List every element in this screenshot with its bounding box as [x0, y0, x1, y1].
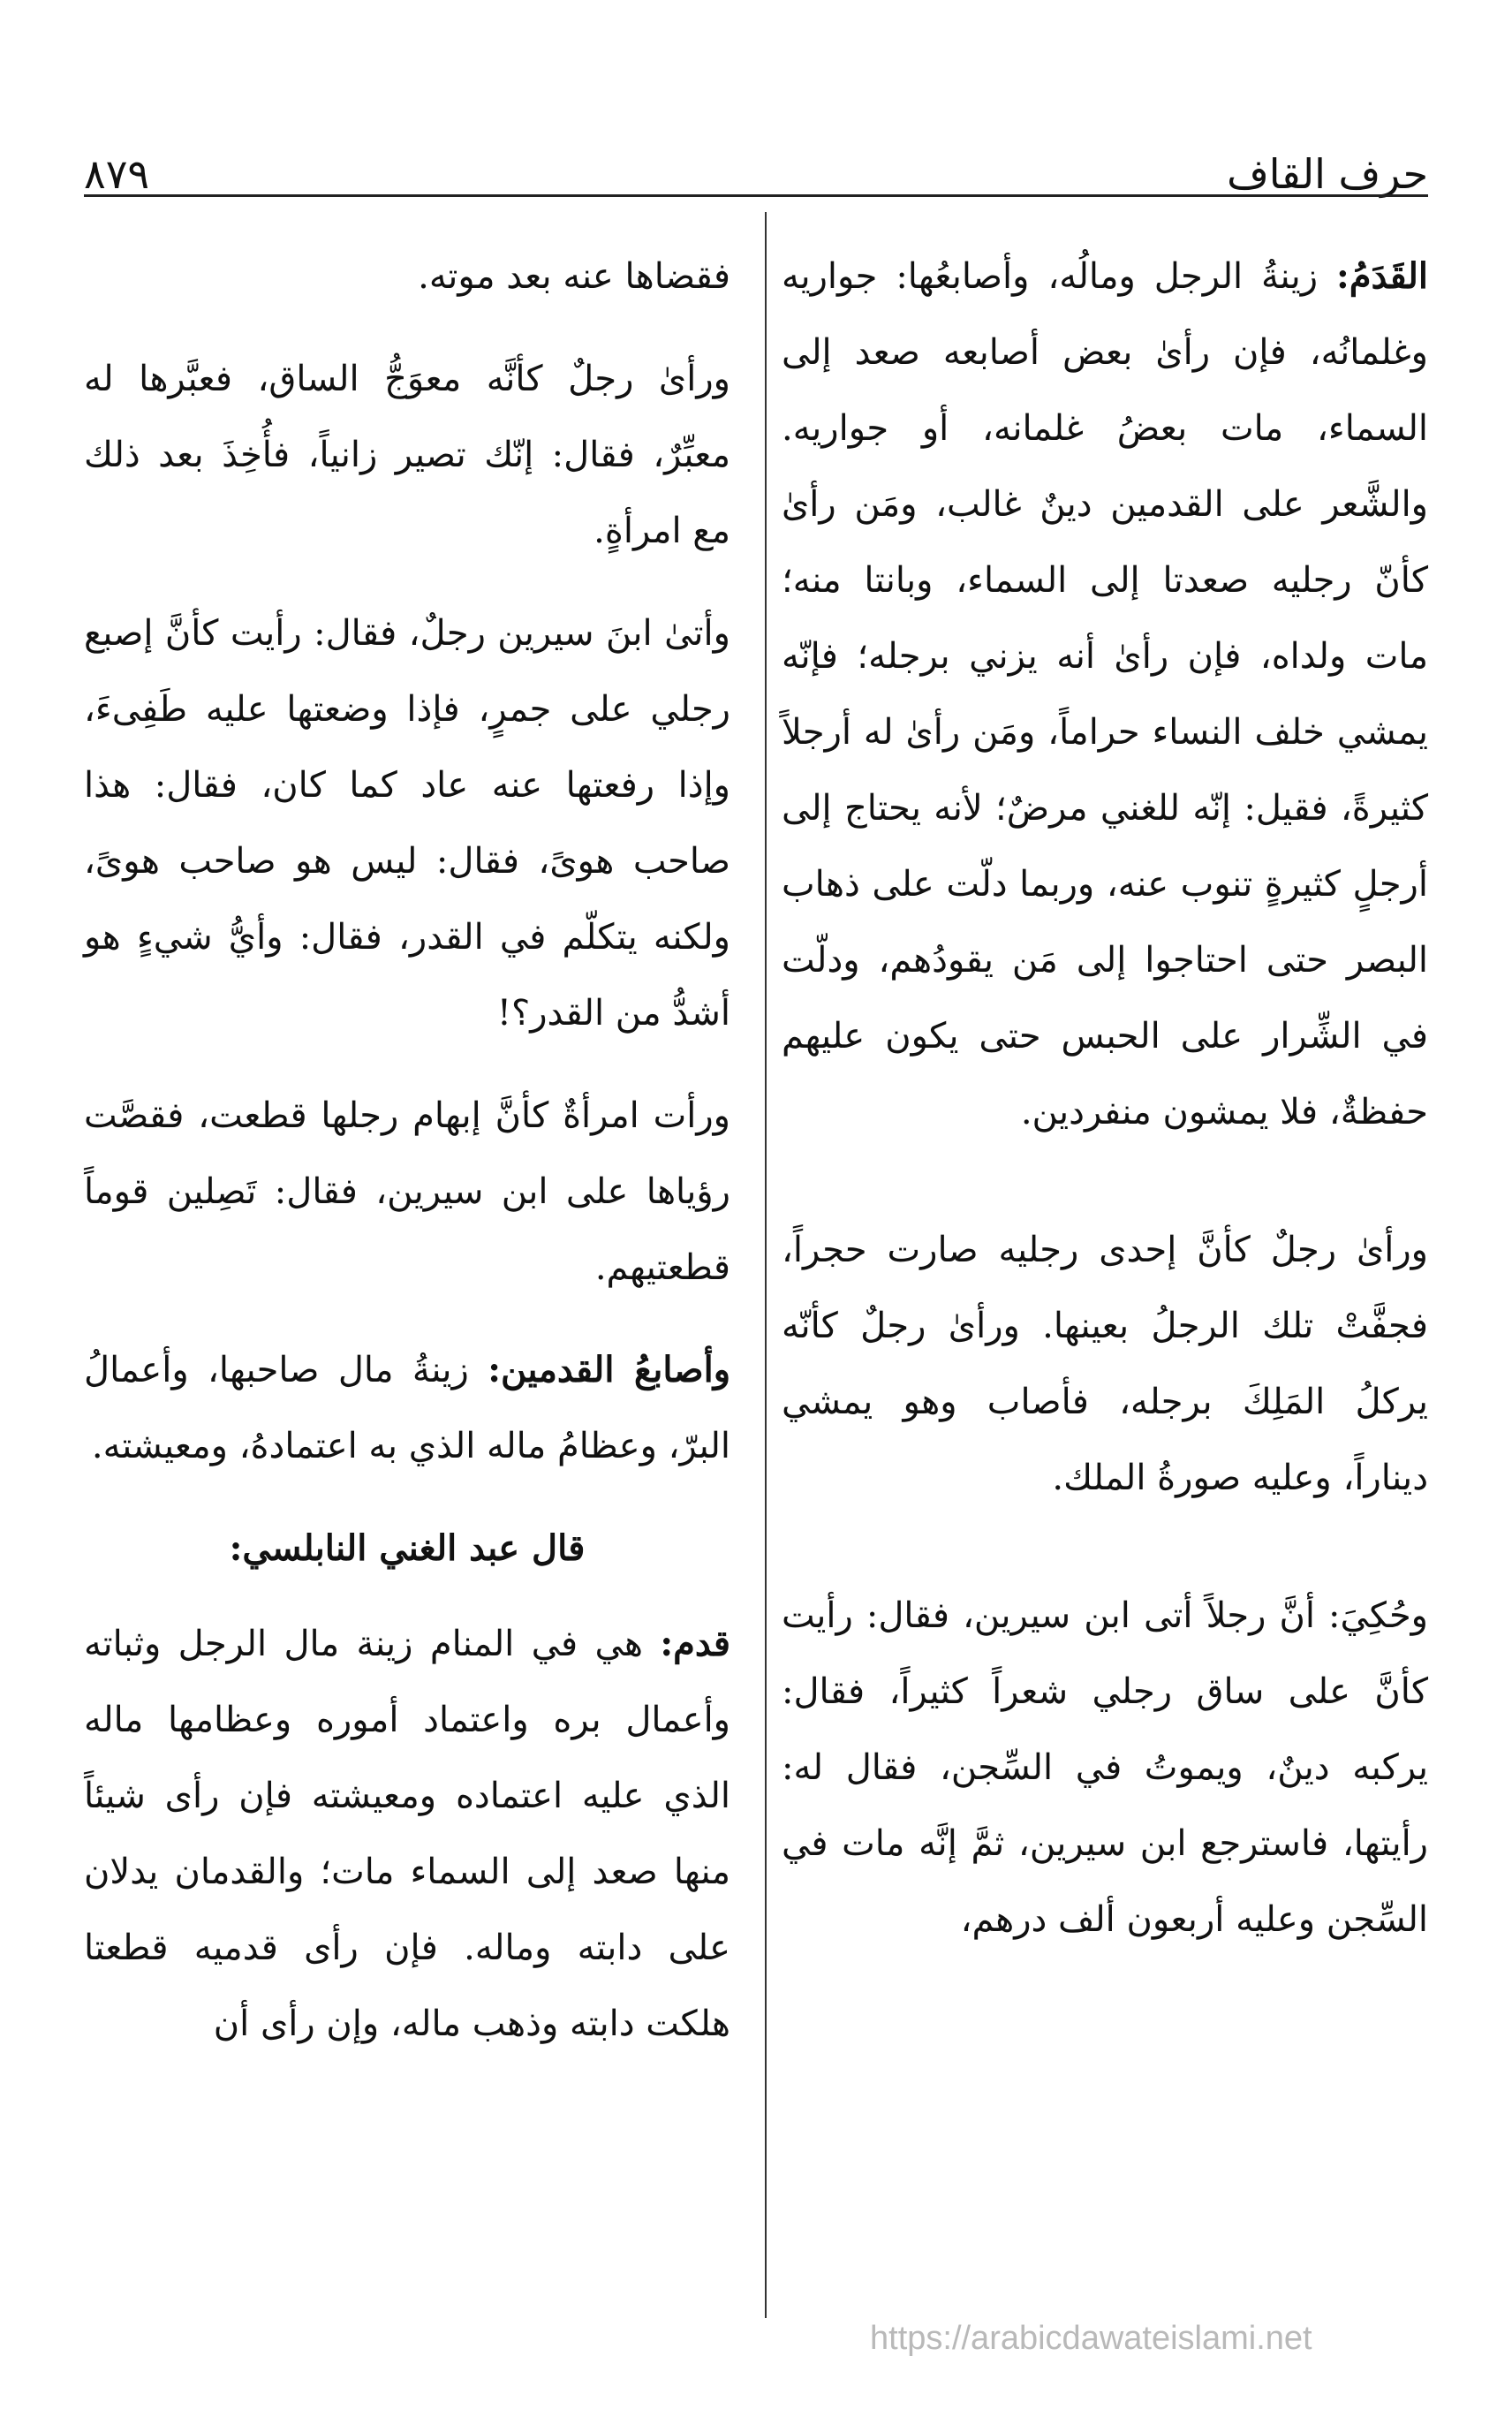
lemma-term: قدم:	[660, 1623, 730, 1664]
paragraph-nabulsi	[84, 1606, 730, 2062]
paragraph-ember-finger: وأتىٰ ابنَ سيرين رجلٌ، فقال: رأيت كأنَّ إصبع رجلي على جمرٍ، فإذا وضعتها عليه طَفِىءَ، وإذا رفعتها عنه عاد كما كان، فقال: هذا صاحب هوىً، فقال: ليس هو صاحب هوىً، ولكنه يتكلّم في القدر، فقال: وأيُّ شيءٍ هو أشدُّ من القدر؟!	[84, 613, 730, 1034]
paragraph-toes	[84, 1332, 730, 1484]
paragraph-qadam	[782, 239, 1428, 1150]
paragraph-crooked-shin: ورأىٰ رجلٌ كأنَّه معوَجُّ الساق، فعبَّرها له معبِّرٌ، فقال: إنّك تصير زانياً، فأُخِذَ بعد ذلك مع امرأةٍ.	[84, 359, 730, 551]
column-divider	[765, 212, 767, 2318]
page-number: ٨٧٩	[84, 150, 150, 198]
paragraph-continuation: فقضاها عنه بعد موته.	[418, 256, 730, 297]
paragraph-text: زينةُ مال صاحبها، وأعمالُ البرّ، وعظامُ ماله الذي به اعتمادهُ، ومعيشته.	[84, 1350, 730, 1466]
watermark-url: https://arabicdawateislami.net	[870, 2320, 1312, 2357]
section-heading: قال عبد الغني النابلسي:	[229, 1527, 586, 1569]
left-column	[84, 239, 730, 2088]
paragraph-text: زينةُ الرجل ومالُه، وأصابعُها: جواريه وغلمانُه، فإن رأىٰ بعض أصابعه صعد إلى السماء، مات بعضُ غلمانه، أو جواريه. والشَّعر على القدمين دينٌ غالب، ومَن رأىٰ كأنّ رجليه صعدتا إلى السماء، وبانتا منه؛ مات ولداه، فإن رأىٰ أنه يزني برجله؛ فإنّه يمشي خلف النساء حراماً، ومَن رأىٰ له أرجلاً كثيرةً، فقيل: إنّه للغني مرضٌ؛ لأنه يحتاج إلى أرجلٍ كثيرةٍ تنوب عنه، وربما دلّت على ذهاب البصر حتى احتاجوا إلى مَن يقودُهم، ودلّت في الشِّرار على الحبس حتى يكون عليهم حفظةٌ، فلا يمشون منفردين.	[782, 256, 1428, 1132]
lemma-term: القَدَمُ:	[1335, 255, 1428, 297]
header-rule	[84, 194, 1428, 197]
paragraph-text: هي في المنام زينة مال الرجل وثباته وأعمال بره واعتماد أموره وعظامها ماله الذي عليه اعتماده ومعيشته فإن رأى شيئاً منها صعد إلى السماء مات؛ والقدمان يدلان على دابته وماله. فإن رأى قدميه قطعتا هلكت دابته وذهب ماله، وإن رأى أن	[84, 1624, 730, 2044]
paragraph-hairy-shin: وحُكِيَ: أنَّ رجلاً أتى ابن سيرين، فقال: رأيت كأنَّ على ساق رجلي شعراً كثيراً، فقال: يركبه دينٌ، ويموتُ في السِّجن، فقال له: رأيتها، فاسترجع ابن سيرين، ثمَّ إنَّه مات في السِّجن وعليه أربعون ألف درهم،	[782, 1595, 1428, 1940]
lemma-term: وأصابعُ القدمين:	[488, 1349, 731, 1390]
chapter-title: حرف القاف	[1227, 150, 1428, 198]
paragraph-stone-leg: ورأىٰ رجلٌ كأنَّ إحدى رجليه صارت حجراً، فجفَّتْ تلك الرجلُ بعينها. ورأىٰ رجلٌ كأنّه يركلُ المَلِكَ برجله، فأصاب وهو يمشي ديناراً، وعليه صورةُ الملك.	[782, 1230, 1428, 1498]
paragraph-cut-thumb: ورأت امرأةٌ كأنَّ إبهام رجلها قطعت، فقصَّت رؤياها على ابن سيرين، فقال: تَصِلين قوماً قطعتيهم.	[84, 1095, 730, 1288]
right-column	[782, 239, 1428, 1984]
running-head	[84, 133, 1428, 198]
